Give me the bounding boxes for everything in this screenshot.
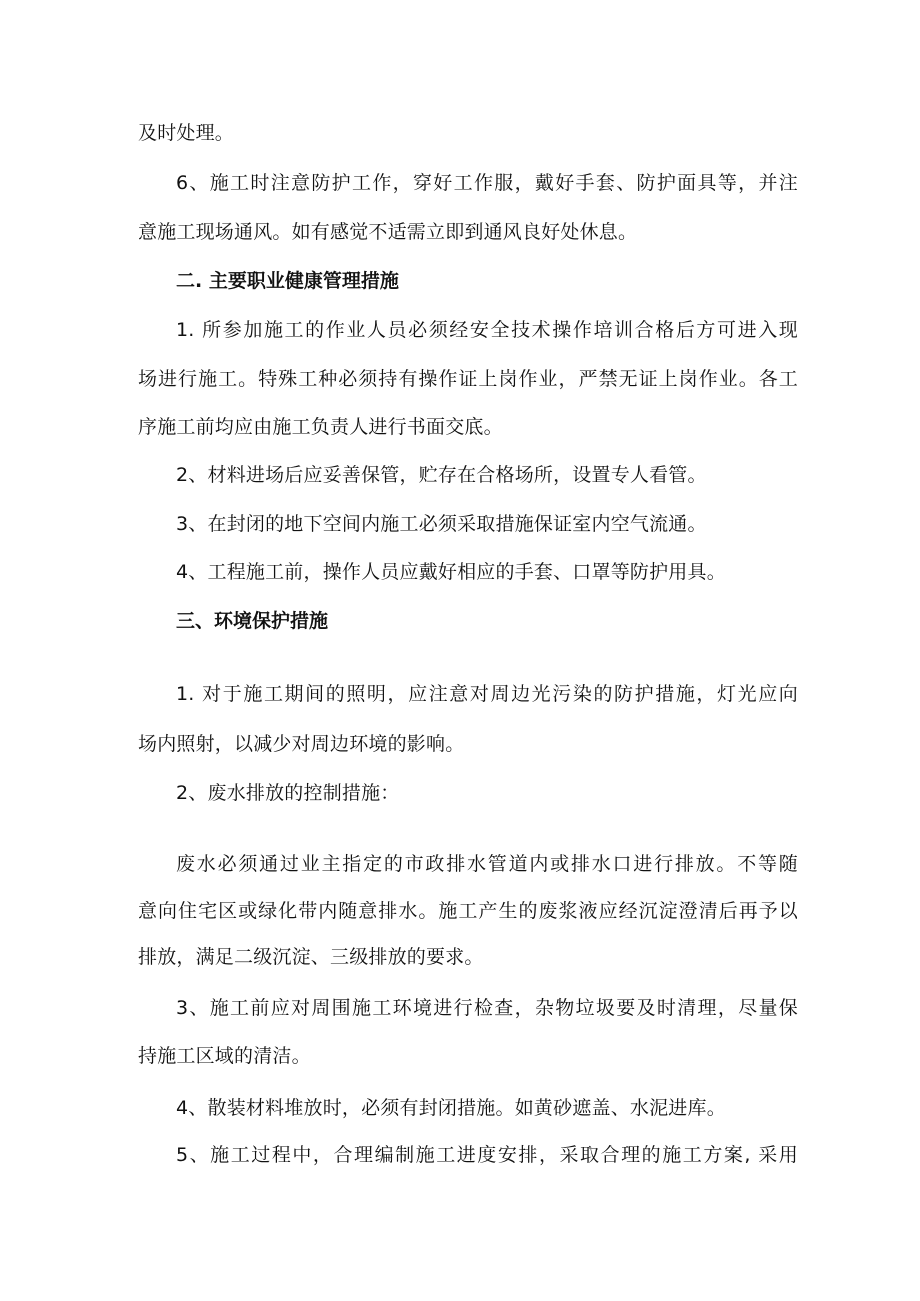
text-line: 3、在封闭的地下空间内施工必须采取措施保证室内空气流通。 <box>176 513 707 535</box>
text-line: 持施工区域的清洁。 <box>138 1045 311 1067</box>
text-line: 场内照射，以减少对周边环境的影响。 <box>138 733 465 755</box>
section-heading: 二. 主要职业健康管理措施 <box>176 270 399 292</box>
text-line: 场进行施工。特殊工种必须持有操作证上岗作业，严禁无证上岗作业。各工 <box>138 368 798 390</box>
text-line: 4、工程施工前，操作人员应戴好相应的手套、口罩等防护用具。 <box>176 561 726 583</box>
text-line: 1. 所参加施工的作业人员必须经安全技术操作培训合格后方可进入现 <box>176 319 798 341</box>
text-line: 5、施工过程中，合理编制施工进度安排，采取合理的施工方案, 采用 <box>176 1144 798 1166</box>
text-line: 排放，满足二级沉淀、三级排放的要求。 <box>138 946 484 968</box>
text-line: 6、施工时注意防护工作，穿好工作服，戴好手套、防护面具等，并注 <box>176 172 798 194</box>
section-heading: 三、环境保护措施 <box>176 610 329 632</box>
text-line: 4、散装材料堆放时，必须有封闭措施。如黄砂遮盖、水泥进库。 <box>176 1097 726 1119</box>
text-line: 意施工现场通风。如有感觉不适需立即到通风良好处休息。 <box>138 221 638 243</box>
text-line: 废水必须通过业主指定的市政排水管道内或排水口进行排放。不等随 <box>176 853 798 875</box>
text-line: 2、材料进场后应妥善保管，贮存在合格场所，设置专人看管。 <box>176 464 707 486</box>
text-line: 意向住宅区或绿化带内随意排水。施工产生的废浆液应经沉淀澄清后再予以 <box>138 900 798 922</box>
text-line: 1. 对于施工期间的照明，应注意对周边光污染的防护措施，灯光应向 <box>176 683 798 705</box>
text-line: 3、施工前应对周围施工环境进行检查，杂物垃圾要及时清理，尽量保 <box>176 997 798 1019</box>
text-line: 序施工前均应由施工负责人进行书面交底。 <box>138 416 503 438</box>
text-line: 2、废水排放的控制措施： <box>176 782 400 804</box>
text-line: 及时处理。 <box>138 122 235 144</box>
